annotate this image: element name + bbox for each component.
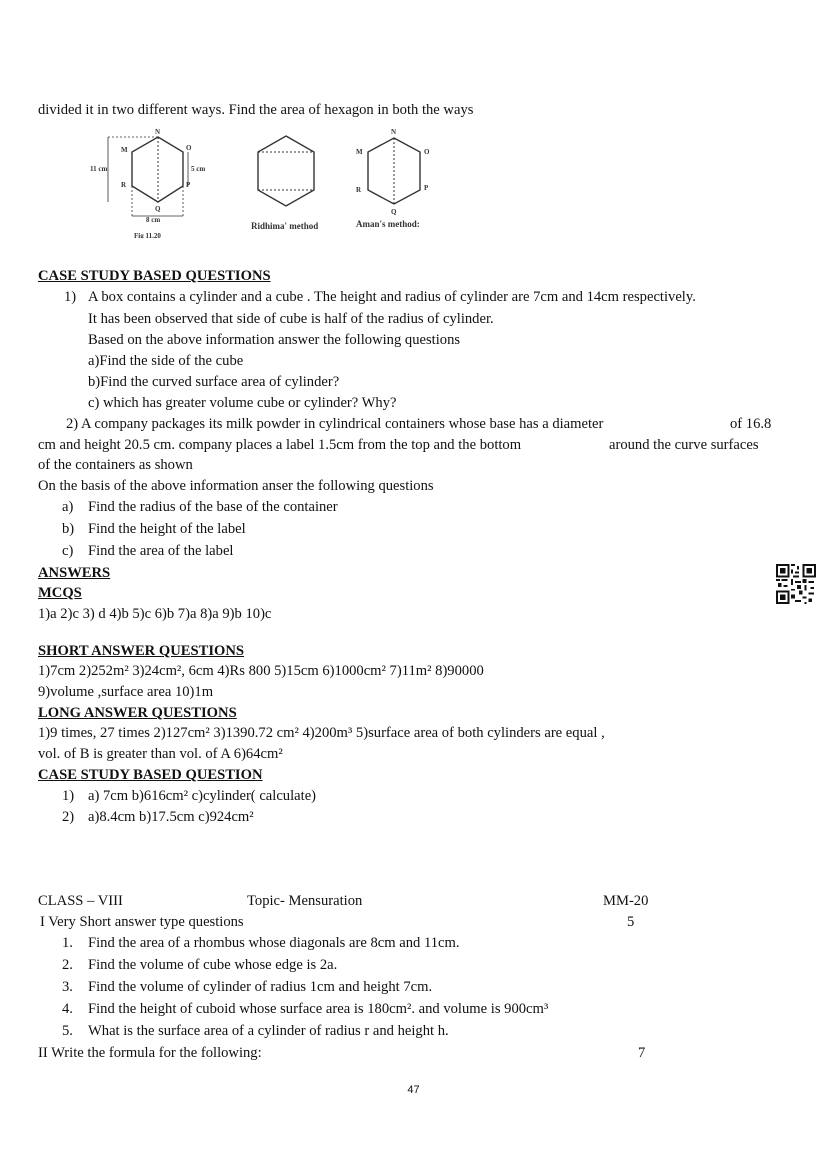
fig1-label-q: Q: [155, 205, 161, 213]
cs-q1-line: c) which has greater volume cube or cylinder? Why?: [88, 395, 397, 411]
test-question: Find the volume of cube whose edge is 2a.: [88, 957, 338, 973]
intro-line: divided it in two different ways. Find the area of hexagon in both the ways: [38, 102, 474, 118]
mcq-answers: 1)a 2)c 3) d 4)b 5)c 6)b 7)a 8)a 9)b 10)c: [38, 606, 272, 622]
case-answer-mark: 1): [62, 788, 75, 804]
figure-hexagon-2: [258, 136, 314, 206]
cs-q2-line3: of the containers as shown: [38, 457, 193, 473]
section1-marks: 5: [627, 914, 635, 930]
max-marks: MM-20: [603, 893, 649, 909]
section2-heading: II Write the formula for the following:: [38, 1045, 262, 1061]
test-question-number: 2.: [62, 957, 73, 973]
cs-q1-line: b)Find the curved surface area of cylinder?: [88, 374, 340, 390]
fig1-label-11cm: 11 cm: [90, 165, 108, 173]
cs-q1-line: Based on the above information answer the following questions: [88, 332, 461, 348]
fig1-label-m: M: [121, 146, 128, 154]
case-study-heading: CASE STUDY BASED QUESTIONS: [38, 268, 271, 284]
fig1-label-5cm: 5 cm: [191, 165, 206, 173]
short-answers-line1: 1)7cm 2)252m² 3)24cm², 6cm 4)Rs 800 5)15cm 6)1000cm² 7)11m² 8)90000: [38, 663, 484, 679]
mcq-heading: MCQS: [38, 585, 82, 601]
short-answer-heading: SHORT ANSWER QUESTIONS: [38, 643, 245, 659]
fig1-label-r: R: [121, 181, 127, 189]
cs-q2-line1: 2) A company packages its milk powder in cylindrical containers whose base has a diameter: [66, 416, 604, 432]
cs-q2-item: Find the height of the label: [88, 521, 246, 537]
topic-label: Topic- Mensuration: [247, 893, 363, 909]
test-question-number: 1.: [62, 935, 73, 951]
fig3-label-m: M: [356, 148, 363, 156]
fig1-label-8cm: 8 cm: [146, 216, 161, 224]
page-number: 47: [407, 1084, 420, 1096]
fig1-caption: Fig 11.20: [134, 232, 161, 238]
figure-hexagon-1: [108, 137, 188, 216]
test-question: Find the area of a rhombus whose diagonals are 8cm and 11cm.: [88, 935, 460, 951]
cs-q2-item: Find the area of the label: [88, 543, 234, 559]
cs-q2-item-mark: b): [62, 521, 75, 537]
long-answers-line2: vol. of B is greater than vol. of A 6)64cm²: [38, 746, 283, 762]
cs-q2-item-mark: c): [62, 543, 74, 559]
figure-hexagon-3: [368, 138, 420, 204]
answers-heading: ANSWERS: [38, 565, 111, 581]
case-answer-mark: 2): [62, 809, 75, 825]
case-answer: a)8.4cm b)17.5cm c)924cm²: [88, 809, 254, 825]
fig3-label-n: N: [391, 128, 397, 136]
test-question-number: 3.: [62, 979, 73, 995]
hexagon-figures: [88, 124, 458, 238]
long-answer-heading: LONG ANSWER QUESTIONS: [38, 705, 237, 721]
cs-q1-line: a)Find the side of the cube: [88, 353, 244, 369]
cs-q2-line4: On the basis of the above information anser the following questions: [38, 478, 434, 494]
case-study-answer-heading: CASE STUDY BASED QUESTION: [38, 767, 263, 783]
long-answers-line1: 1)9 times, 27 times 2)127cm² 3)1390.72 cm² 4)200m³ 5)surface area of both cylinders are equal ,: [38, 725, 605, 741]
cs-q2-item: Find the radius of the base of the container: [88, 499, 338, 515]
fig3-label-p: P: [424, 184, 429, 192]
fig3-label-r: R: [356, 186, 362, 194]
section2-marks: 7: [638, 1045, 646, 1061]
cs-q2-item-mark: a): [62, 499, 74, 515]
test-question-number: 5.: [62, 1023, 73, 1039]
fig2-caption: Ridhima' method: [251, 221, 319, 231]
class-label: CLASS – VIII: [38, 893, 123, 909]
test-question: Find the height of cuboid whose surface area is 180cm². and volume is 900cm³: [88, 1001, 549, 1017]
fig3-caption: Aman's method:: [356, 219, 420, 229]
fig1-label-p: P: [186, 181, 191, 189]
section1-heading: I Very Short answer type questions: [40, 914, 244, 930]
case-answer: a) 7cm b)616cm² c)cylinder( calculate): [88, 788, 317, 804]
test-question: What is the surface area of a cylinder of radius r and height h.: [88, 1023, 449, 1039]
cs-q2-line2b: around the curve surfaces: [609, 437, 759, 453]
test-question-number: 4.: [62, 1001, 73, 1017]
fig3-label-o: O: [424, 148, 430, 156]
fig1-label-o: O: [186, 144, 192, 152]
cs-q1-line: It has been observed that side of cube is half of the radius of cylinder.: [88, 311, 494, 327]
fig3-label-q: Q: [391, 208, 397, 216]
cs-q1-number: 1): [64, 289, 77, 305]
qr-code-icon: [776, 563, 816, 605]
cs-q2-line1b: of 16.8: [730, 416, 772, 432]
short-answers-line2: 9)volume ,surface area 10)1m: [38, 684, 214, 700]
test-question: Find the volume of cylinder of radius 1cm and height 7cm.: [88, 979, 433, 995]
fig1-label-n: N: [155, 128, 161, 136]
cs-q2-line2a: cm and height 20.5 cm. company places a label 1.5cm from the top and the bottom: [38, 437, 522, 453]
cs-q1-line: A box contains a cylinder and a cube . The height and radius of cylinder are 7cm and 14cm respectively.: [88, 289, 696, 305]
